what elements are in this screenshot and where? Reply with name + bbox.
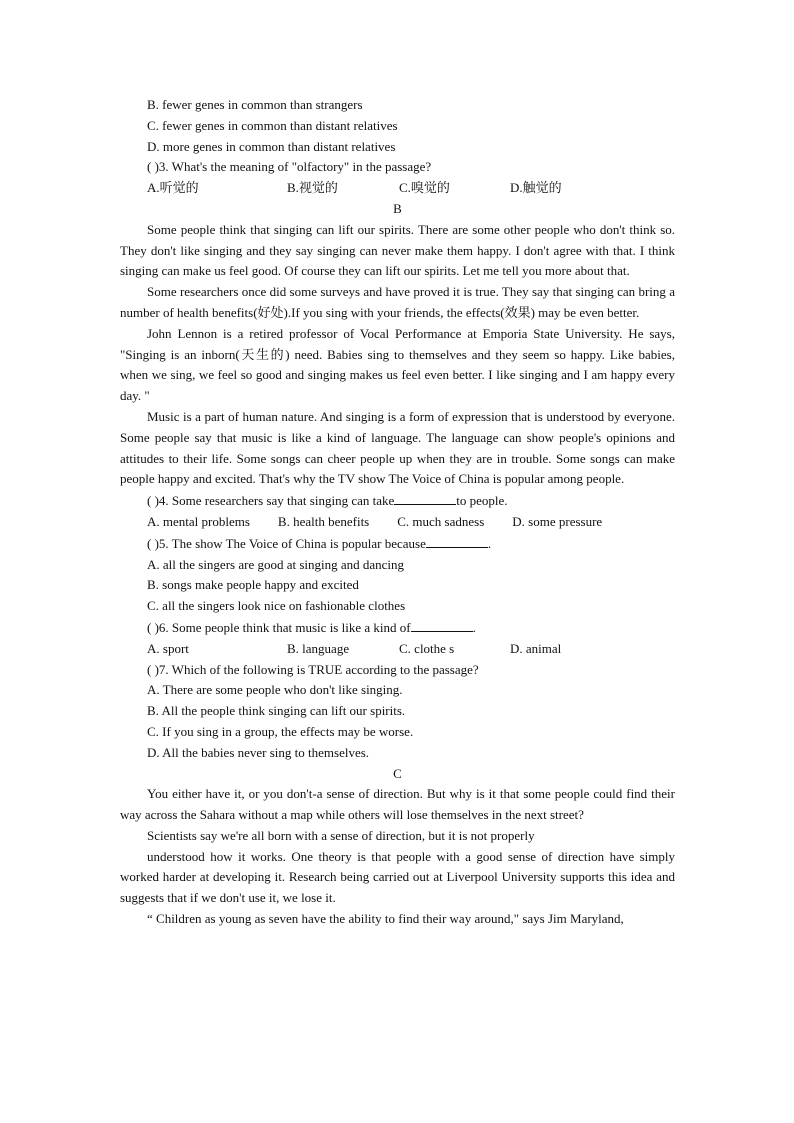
q5-answer-blank[interactable]	[426, 533, 488, 548]
exam-page	[120, 95, 675, 930]
q7-option-b: B. All the people think singing can lift our spirits.	[147, 703, 406, 719]
q2-option-b: B. fewer genes in common than strangers	[147, 97, 363, 112]
q4-option-c: C. much sadness	[397, 513, 485, 529]
q4-stem-line	[120, 490, 675, 512]
q5-stem: ( )5. The show The Voice of China is popular because	[147, 535, 426, 551]
q7-stem: ( )7. Which of the following is TRUE according to the passage?	[147, 661, 479, 677]
q7-option-a: A. There are some people who don't like singing.	[147, 682, 403, 698]
q4-option-b: B. health benefits	[277, 513, 370, 529]
section-c-paragraph-2-rest: understood how it works. One theory is that people with a good sense of direction have simply worked harder at developing it. Research being carried out at Liverpool University supports this idea and suggests that if we don't use it, we lose it.	[120, 848, 675, 906]
q5-stem-line	[120, 533, 675, 555]
q6-answer-blank[interactable]	[411, 617, 473, 632]
q3-options	[120, 178, 675, 199]
q2-option-d: D. more genes in common than distant relatives	[147, 138, 396, 154]
q4-stem: ( )4. Some researchers say that singing can take	[147, 493, 395, 509]
q4-option-d: D. some pressure	[512, 513, 603, 529]
q6-option-d: D. animal	[510, 640, 562, 656]
q7-option-d: D. All the babies never sing to themselves.	[147, 744, 370, 760]
q3-option-d: D.触觉的	[510, 180, 562, 196]
q3-option-b: B.视觉的	[287, 180, 338, 196]
section-b-paragraph-3: John Lennon is a retired professor of Vocal Performance at Emporia State University. He says, "Singing is an inborn(天生的) need. Babies sing to themselves and they seem so happy. Like babies, when we sing, we feel so good and singing makes us feel even better. I like singing and I am happy every day. "	[120, 325, 675, 404]
section-b-paragraph-4: Music is a part of human nature. And singing is a form of expression that is understood by everyone. Some people say that music is like a kind of language. The language can show people's opinions and attitudes to their life. Some songs can cheer people up when they are in trouble. Some songs can make people happy and excited. That's why the TV show The Voice of China is popular among people.	[120, 408, 675, 487]
section-c-paragraph-1: You either have it, or you don't-a sense of direction. But why is it that some people could find their way across the Sahara without a map while others will lose themselves in the next street?	[120, 786, 675, 823]
section-c-paragraph-3: “ Children as young as seven have the ability to find their way around," says Jim Maryland,	[147, 911, 624, 927]
q6-tail: .	[472, 619, 476, 635]
q5-option-b: B. songs make people happy and excited	[147, 577, 359, 593]
q6-stem: ( )6. Some people think that music is like a kind of	[147, 619, 411, 635]
q3-option-a: A.听觉的	[147, 180, 199, 196]
section-c-heading: C	[393, 765, 402, 781]
section-b-paragraph-1: Some people think that singing can lift our spirits. There are some other people who don't think so. They don't like singing and they say singing can never make them happy. I don't agree with that. I think singing can make us feel good. Of course they can lift our spirits. Let me tell you more about that.	[120, 221, 675, 279]
q3-option-c: C.嗅觉的	[399, 180, 450, 196]
q4-option-a: A. mental problems	[147, 513, 250, 529]
q6-options	[120, 639, 675, 660]
q5-option-c: C. all the singers look nice on fashionable clothes	[147, 598, 406, 614]
q5-tail: .	[487, 535, 492, 551]
q6-stem-line	[120, 617, 675, 639]
section-b-heading: B	[393, 200, 402, 216]
q4-tail: to people.	[456, 493, 508, 509]
q5-option-a: A. all the singers are good at singing and dancing	[147, 556, 405, 572]
section-b-paragraph-2: Some researchers once did some surveys and have proved it is true. They say that singing can bring a number of health benefits(好处).If you sing with your friends, the effects(效果) may be even better.	[120, 284, 675, 320]
q3-stem: ( )3. What's the meaning of "olfactory" in the passage?	[147, 159, 432, 175]
section-c-paragraph-2-line-1: Scientists say we're all born with a sense of direction, but it is not properly	[147, 827, 535, 843]
q4-answer-blank[interactable]	[394, 490, 456, 505]
q6-option-c: C. clothe s	[399, 640, 455, 656]
q6-option-b: B. language	[287, 640, 350, 656]
q2-option-c: C. fewer genes in common than distant relatives	[147, 117, 398, 133]
q4-options	[120, 512, 675, 533]
q6-option-a: A. sport	[147, 640, 189, 656]
q7-option-c: C. If you sing in a group, the effects may be worse.	[147, 723, 414, 739]
